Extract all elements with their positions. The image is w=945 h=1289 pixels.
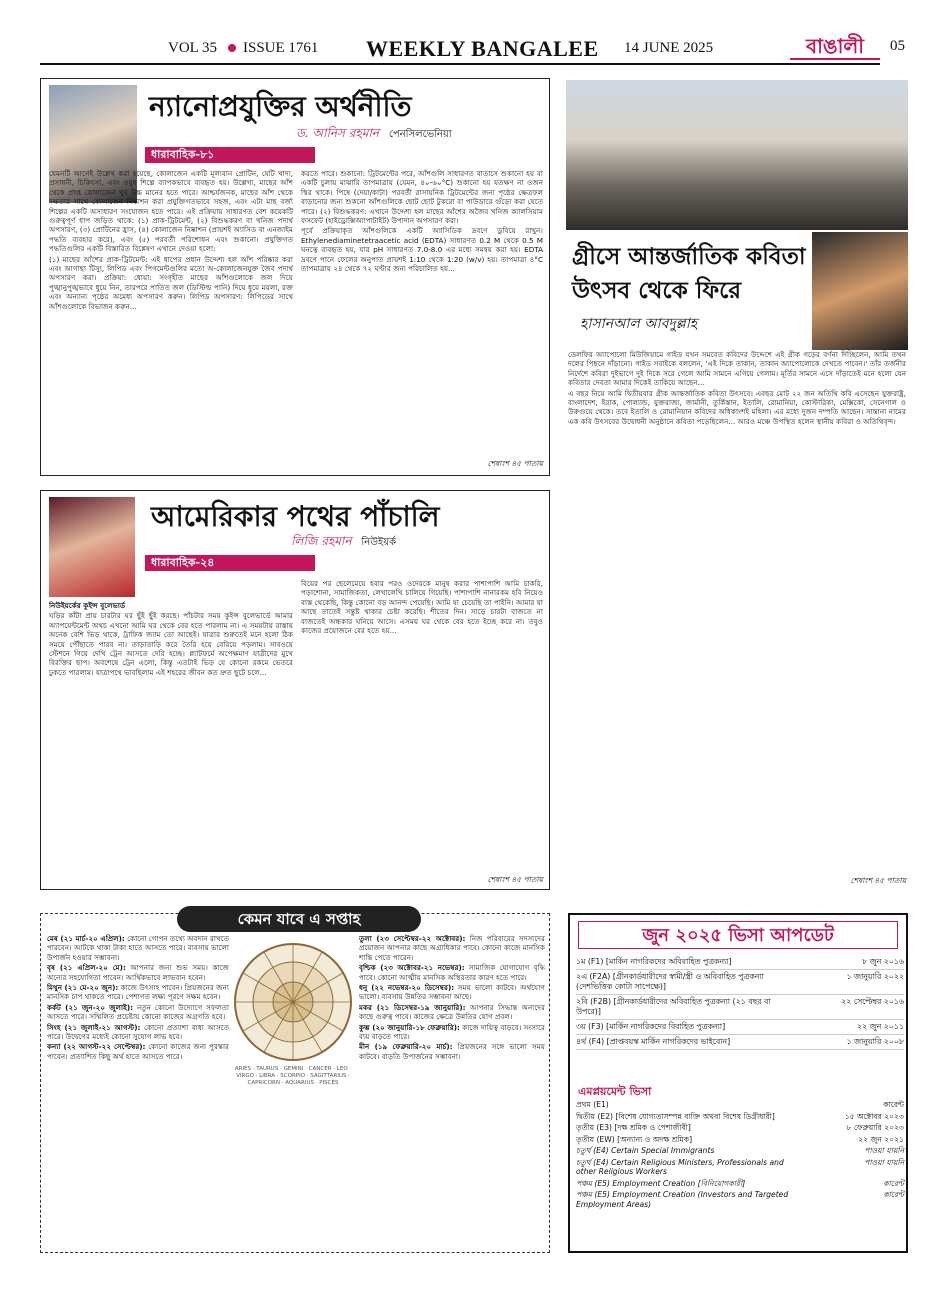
sign-entry: মীন (১৯ ফেব্রুয়ারি-২০ মার্চ): প্রিয়জনের সঙ্গে ভালো সময় কাটবে। বাড়তি উপার্জনের সম্ভাবনা। (359, 1042, 545, 1061)
continued-note: শেষাংশ ৪৫ পাতায় (487, 875, 543, 884)
article-column-1 (49, 169, 293, 469)
paragraph: (১) মাছের আঁশের প্রাক-ট্রিটমেন্ট: এই ধাপের প্রধান উদ্দেশ্য হল আঁশ পরিষ্কার করা এবং আগাছা টিস্যু, লিপিড এবং পিগমেন্টগুলির মতো অ-কোলাজেনযুক্ত জৈব পদার্থ অপসারণ করা। প্রক্রিয়া: ধোয়া: সংগৃহীত মাছের আঁশগুলোকে জল দিয়ে পুঙ্খানুপুঙ্খভাবে ধুয়ে নিন, তারপরে পাতিত জল (ডিস্টিল্ড পানি) দিয়ে ধুয়ে ময়লা, রক্ত এবং অন্যান্য পৃষ্ঠের অমেধ্য অপসারণ করুন। লিপিড অপসারণ: লিপিডের সাথে আঁশগুলোকে বিভাজন করুন... (49, 254, 293, 311)
visa-row: ৩য় (F3) [মার্কিন নাগরিকদের বিবাহিত পুত্রকন্যা] ২২ জুন ২০১১ (576, 1020, 904, 1035)
issue-number: ISSUE 1761 (243, 40, 319, 56)
issue-date: 14 JUNE 2025 (624, 40, 714, 56)
bullet-icon (228, 44, 236, 52)
employment-visa-title: এমপ্লয়মেন্ট ভিসা (578, 1085, 652, 1098)
paragraph: যেমনটি আগেই উল্লেখ করা হয়েছে, কোলাজেন একটি মূল্যবান প্রোটিন, যেটি খাদ্য, প্রসাধনী, চিকিৎসা, এবং ওষুধ শিল্পে ব্যাপকভাবে ব্যবহৃত হয়। উল্লেখ্য, মাছের আঁশ থেকে প্রাপ্ত কোলাজেন খুব উচ্চ মানের হতে পারে। আশ্চর্যজনক, মাছের আঁশ থেকে দক্ষতার সাথে কোলাজেন নিষ্কাশন করা প্রযুক্তিগতভাবে সহজ, এবং এটা মাছ বর্জ্য শিল্পের একটি অসাধারণ সংযোজন হতে পারে। এই প্রক্রিয়ায় সাধারণত বেশ কয়েকটি গুরুত্বপূর্ণ ধাপ জড়িত থাকে: (১) প্রাক-ট্রিটমেন্ট, (২) বিশুদ্ধকরণ বা খনিজ পদার্থ অপসারণ, (৩) প্রোটিনের হ্রাস, (৪) কোলাজেন নিষ্কাশন (প্রায়শই অ্যাসিড বা এনজাইম পদ্ধতি ব্যবহার করে), এবং (৫) পরবর্তী পরিশোধন এবং শুকানো। প্রযুক্তিগত পদ্ধতিগুলির একটি বিস্তারিত বিশ্লেষণ এখানে দেওয়া হলো: (49, 169, 293, 254)
visa-row: পঞ্চম (E5) Employment Creation (Investors and Targeted Employment Areas) কারেন্ট (576, 1190, 904, 1209)
horoscope-title-text: কেমন যাবে এ সপ্তাহ (237, 910, 361, 928)
sign-entry: তুলা (২৩ সেপ্টেম্বর-২২ অক্টোবর): নিজ পরিবারের সদস্যদের প্রয়োজন আপনার কাছে অগ্রাধিকার পাবে। কোনো কাজে মানসিক শান্তি পেতে পারেন। (359, 934, 545, 962)
visa-row: ১ম (F1) [মার্কিন নাগরিকদের অবিবাহিত পুত্রকন্যা] ৮ জুন ২০১৬ (576, 955, 904, 970)
author-name: লিজি রহমান (291, 534, 352, 548)
zodiac-wheel-icon (233, 942, 353, 1062)
author-location: নিউইয়র্ক (361, 537, 397, 548)
zodiac-labels: ARIES · TAURUS · GEMINI · CANCER · LEO · VIRGO · LIBRA · SCORPIO · SAGITTARIUS · CAPRICORN · AQUARIUS · PISCES (234, 1066, 352, 1086)
family-visa-table (576, 955, 904, 1050)
logo (790, 32, 880, 60)
article-title: ন্যানোপ্রযুক্তির অর্থনীতি (149, 90, 412, 123)
visa-row: পঞ্চম (E5) Employment Creation [বিনিয়োগকারী] কারেন্ট (576, 1178, 904, 1188)
paragraph: পূর্বে প্রক্রিয়াকৃত আঁশগুলিকে একটি অ্যাসিডিক দ্রবণে ডুবিয়ে রাখুন। Ethylenediaminetetraacetic acid (EDTA) সাধারণত 0.2 M থেকে 0.5 M ঘনত্বে ব্যবহৃত হয়, যার pH সাধারণত 7.0-8.0 এর মধ্যে সমন্বয় করা হয়। EDTA দ্রবণে পানে ফেলের অনুপাত প্রায়শই 1:10 থেকে 1:20 (w/v) হয়। তাপমাত্রা ৪°C তাপমাত্রায় ২৪ থেকে ৭২ ঘণ্টার জন্য পরিচালিত হয়... (301, 226, 543, 274)
paragraph: করতে পারে। শুকানো: ট্রিটমেন্টের পরে, আঁশগুলি সাধারণত বাতাসে শুকানো হয় বা একটি চুলায় মাঝারি তাপমাত্রায় (যেমন, ৪০-৬০°C) শুকানো হয় যতক্ষণ না ওজন স্থির থাকে। পিষে (দেয়া/কাটা) পরবর্তী রাসায়নিক ট্রিটমেন্টের জন্য পৃষ্ঠের ক্ষেত্রফল বাড়ানোর জন্য শুকনো আঁশগুলিকে ছোট ছোট টুকরো বা পাউডারে গুঁড়ো করা যেতে পারে। (২) বিশুদ্ধকরণ: এখানে উদ্দেশ্য হল মাছের আঁশের অজৈব খনিজ ক্যালসিয়াম ফসফেট (হাইড্রোক্সিঅ্যাপাটাইট) উপাদান অপসারণ করা। (301, 169, 543, 226)
article-author (296, 125, 452, 145)
visa-row: চতুর্থ (E4) Certain Special Immigrants পাওয়া যায়নি (576, 1146, 904, 1155)
author-photo (49, 497, 135, 597)
masthead-rule (40, 63, 880, 65)
visa-row: তৃতীয় (EW) [অন্যান্য ও অদক্ষ শ্রমিক] ২২ জুন ২০২১ (576, 1134, 904, 1144)
article-body (568, 350, 906, 880)
page-number: 05 (890, 38, 905, 54)
article-greece (566, 80, 908, 888)
sign-entry: বৃশ্চিক (২৩ অক্টোবর-২১ নভেম্বর): সামাজিক যোগাযোগ বৃদ্ধি পাবে। কোনো আত্মীয় মানসিক অস্থিরতার কারণ হতে পারে। (359, 963, 545, 982)
article-title-line1: গ্রীসে আন্তর্জাতিক কবিতা (572, 244, 806, 270)
article-america (40, 490, 550, 890)
visa-title: জুন ২০২৫ ভিসা আপডেট (578, 921, 898, 949)
series-badge: ধারাবাহিক-৮১ (145, 147, 315, 163)
continued-note: শেষাংশ ৪৫ পাতায় (487, 459, 543, 468)
sign-entry: সিংহ (২১ জুলাই-২১ আগস্ট): কোনো প্রত্যাশা বাধা আসতে পারে। উদ্বেগের মধ্যেই কোনো সুযোগ লাভ হবে। (47, 1022, 229, 1042)
sign-entry: কুম্ভ (২০ জানুয়ারি-১৮ ফেব্রুয়ারি): কাজে দায়িত্ব বাড়বে। সংসারে ব্যয় বাড়তে পারে। (359, 1022, 545, 1042)
visa-row: ৪র্থ (F4) [প্রাপ্তবয়স্ক মার্কিন নাগরিকদের ভাইবোন] ১ জানুয়ারি ২০০৮ (576, 1035, 904, 1050)
sign-entry: ধনু (২২ নভেম্বর-২০ ডিসেম্বর): সময় ভালো কাটবে। অর্থযোগ ভালো। ব্যবসায় উন্নতির সম্ভাবনা আছে। (359, 983, 545, 1002)
article-title-line2: উৎসব থেকে ফিরে (572, 278, 742, 304)
volume: VOL 35 (168, 40, 218, 56)
paragraph-lead: নিউইয়র্কের কুইন্স বুলেভার্ড (49, 601, 126, 610)
article-nanotech (40, 78, 550, 476)
article-column-1 (49, 601, 293, 883)
paragraph: ডেলফির অ্যাপোলো মিউজিয়ামে গাইড যখন সমবেত কবিদের উদ্দেশে এই গ্রীক গড়ের বর্ণনা দিচ্ছিলেন, আমি তখন দলের পিছনে দাঁড়ানো। গাইড সবাইকে বললেন, 'এই দিকে তাকান, তাকান অ্যাপোলোকে দেখতে পাবেন।' তাঁর তর্জনীর নির্দেশে কবিরা দুইভাগে দুই দিকে সরে গেলে আমি সামনে এগিয়ে গেলাম। মূর্তির সামনে এসে দাঁড়াতেই মনে হলো যেন কবিতার দেবতা আমার দিকেই তাকিয়ে আছেন... (568, 350, 906, 388)
visa-row: চতুর্থ (E4) Certain Religious Ministers, Professionals and other Religious Workers পাওয়া যায়নি (576, 1157, 904, 1176)
logo-text: বাঙালী (805, 34, 865, 58)
author-name: ড. আনিস রহমান (296, 126, 380, 140)
horoscope-title (177, 906, 421, 932)
sign-entry: কন্যা (২২ আগস্ট-২২ সেপ্টেম্বর): কোনো কাজের জন্য পুরস্কার পাবেন। প্রত্যাশিত কিছু অর্থ হাতে আসতে পারে। (47, 1042, 229, 1061)
horoscope-right-column (359, 934, 545, 1250)
article-title: আমেরিকার পথের পাঁচালি (151, 500, 440, 533)
visa-row: প্রথম (E1) কারেন্ট (576, 1100, 904, 1109)
paragraph: এ বছর নিয়ে আমি দ্বিতীয়বার গ্রীক আন্তর্জাতিক কবিতা উৎসবে। এবছর মোট ২২ জন অতিথি কবি এসেছেন যুক্তরাষ্ট্র, বাংলাদেশ, ইরাক, পোল্যান্ড, যুক্তরাজ্য, জার্মানী, তুর্কিস্তান, ইতালি, রোমানিয়া, কোস্টারিকা, মেক্সিকো, সেনেগাল ও উরুগুয়ে থেকে। তবে ইতালি ও রোমানিয়ান কবিদের অধিকাংশই মহিলা। এর মধ্যে দুজন দম্পতি আছেন। সান্তানা নামের এক কবি উৎসবের উদ্বোধনী অনুষ্ঠানে কবিতা পড়েছিলেন... আরও মঞ্চে উপস্থিত হলেন স্থানীয় কবিরা ও অতিথিবৃন্দ। (568, 388, 906, 426)
sign-entry: মকর (২১ ডিসেম্বর-১৯ জানুয়ারি): আপনার সিদ্ধান্ত অন্যদের কাছে গুরুত্ব পাবে। কাজের ক্ষেত্রে উন্নতির যোগ প্রবল। (359, 1002, 545, 1022)
sign-entry: বৃষ (২১ এপ্রিল-২০ মে): আপনার জন্য শুভ সময়। কাজে অন্যের সহযোগিতা পাবেন। আর্থিকভাবে লাভবান হবেন। (47, 963, 229, 982)
visa-update (568, 913, 908, 1253)
sign-entry: মেষ (২১ মার্চ-২০ এপ্রিল): কোনো গোপন তথ্যে অবদান রাখতে পারবেন। আটকে থাকা টাকা হাতে আসতে পারে। ব্যবসায় ভালো উপার্জন হওয়ার সম্ভাবনা। (47, 934, 229, 962)
series-badge: ধারাবাহিক-২৪ (145, 555, 315, 571)
newspaper-name: WEEKLY BANGALEE (366, 36, 599, 61)
sign-entry: মিথুন (২১ মে-২০ জুন): কাজে উৎসাহ পাবেন। প্রিয়জনের জন্য মানসিক চাপ থাকতে পারে। পেশাগত লক্ষ্য পূরণে সক্ষম হবেন। (47, 983, 229, 1002)
masthead (0, 0, 945, 62)
visa-row: দ্বিতীয় (E2) [বিশেষ যোগ্যতাসম্পন্ন ব্যক্তি অথবা বিশেষ ডিগ্রীধারী] ১৫ অক্টোবর ২০২৩ (576, 1111, 904, 1121)
horoscope-left-column (47, 934, 229, 1250)
paragraph: বিয়ের পর ছেলেমেয়ে হবার পরও ওদেরকে মানুষ করার পাশাপাশি আমি চাকরি, পড়াশোনা, সামাজিকতা, লেখালেখি চালিয়ে গিয়েছি। পাশাপাশি নানারকম হবি নিয়েও ব্যস্ত থেকেছি, কিন্তু কোনো বড় আনন্দ পেয়েছি। আমি যা চেয়েছি তা পাইনি। আমার যা আছে তাতেই সন্তুষ্ট থাকার চেষ্টা করেছি। শীতের দিন। সাড়ে চারটা বাজতে না বাজতেই অন্ধকার ঘনিয়ে আসে। এসময় ঘর থেকে বের হতে ইচ্ছে করে না। তবুও কাজের প্রয়োজনে বের হতে হয়... (301, 579, 543, 636)
continued-note: শেষাংশ ৪৫ পাতায় (850, 876, 906, 885)
article-column-2 (301, 169, 543, 461)
visa-row: তৃতীয় (E3) [দক্ষ শ্রমিক ও পেশাজীবী] ৮ ফেব্রুয়ারি ২০২৩ (576, 1123, 904, 1132)
group-photo (566, 80, 908, 230)
zodiac-wheel (233, 942, 353, 1062)
horoscope-section (40, 910, 550, 1253)
paragraph: ঘড়ির কাঁটা প্রায় চারটার ঘর ছুঁই ছুঁই করছে। পাঁচটার সময় কুইন্স বুলেভার্ডে আমার অ্যাপয়েন্টমেন্ট অথচ এখনো আমি ঘর থেকে বের হতে পারলাম না। এ সময়টায় রাস্তায় অনেক বেশি ভিড় থাকে, ট্রাফিক জ্যাম তো আছেই। যাত্রার শুরুতেই মনে হলো ঠিক সময়ে পৌঁছাতে পারব না। তাড়াতাড়ি করে তৈরি হয়ে বেরিয়ে পড়লাম। সাবওয়ে স্টেশনে গিয়ে দেখি ট্রেন আসতে দেরি হচ্ছে। প্ল্যাটফর্মে অপেক্ষমাণ যাত্রীদের মুখে বিরক্তির ছাপ। অবশেষে ট্রেন এলো, কিন্তু এতটাই ভিড় যে কোনো রকমে ভেতরে ঢুকতে পারলাম। যাত্রাপথে ভাবছিলাম এই শহরের জীবন কত দ্রুত ছুটে চলে... (49, 611, 293, 677)
employment-visa-table (576, 1099, 904, 1210)
article-author (291, 533, 396, 553)
author-location: পেনসিলভেনিয়া (388, 129, 452, 140)
article-author: হাসানআল আবদুল্লাহ (580, 316, 698, 332)
sign-entry: কর্কট (২১ জুন-২০ জুলাই): নতুন কোনো উদ্যোগে সফলতা আসতে পারে। সম্মিলিত প্রচেষ্টায় কোনো কাজের অগ্রগতি হবে। (47, 1002, 229, 1022)
article-column-2 (301, 579, 543, 873)
visa-row: ২বি (F2B) [গ্রীনকার্ডধারীদের অবিবাহিত পুত্রকন্যা (২১ বছর বা উপরে)] ২২ সেপ্টেম্বর ২০১৬ (576, 995, 904, 1020)
visa-row: ২এ (F2A) [গ্রীনকার্ডধারীদের স্বামী/স্ত্রী ও অবিবাহিত পুত্রকন্যা (দেশভিত্তিক কোটা সাপেক্ষে)] ১ জানুয়ারি ২০২২ (576, 970, 904, 995)
author-photo (812, 232, 908, 350)
